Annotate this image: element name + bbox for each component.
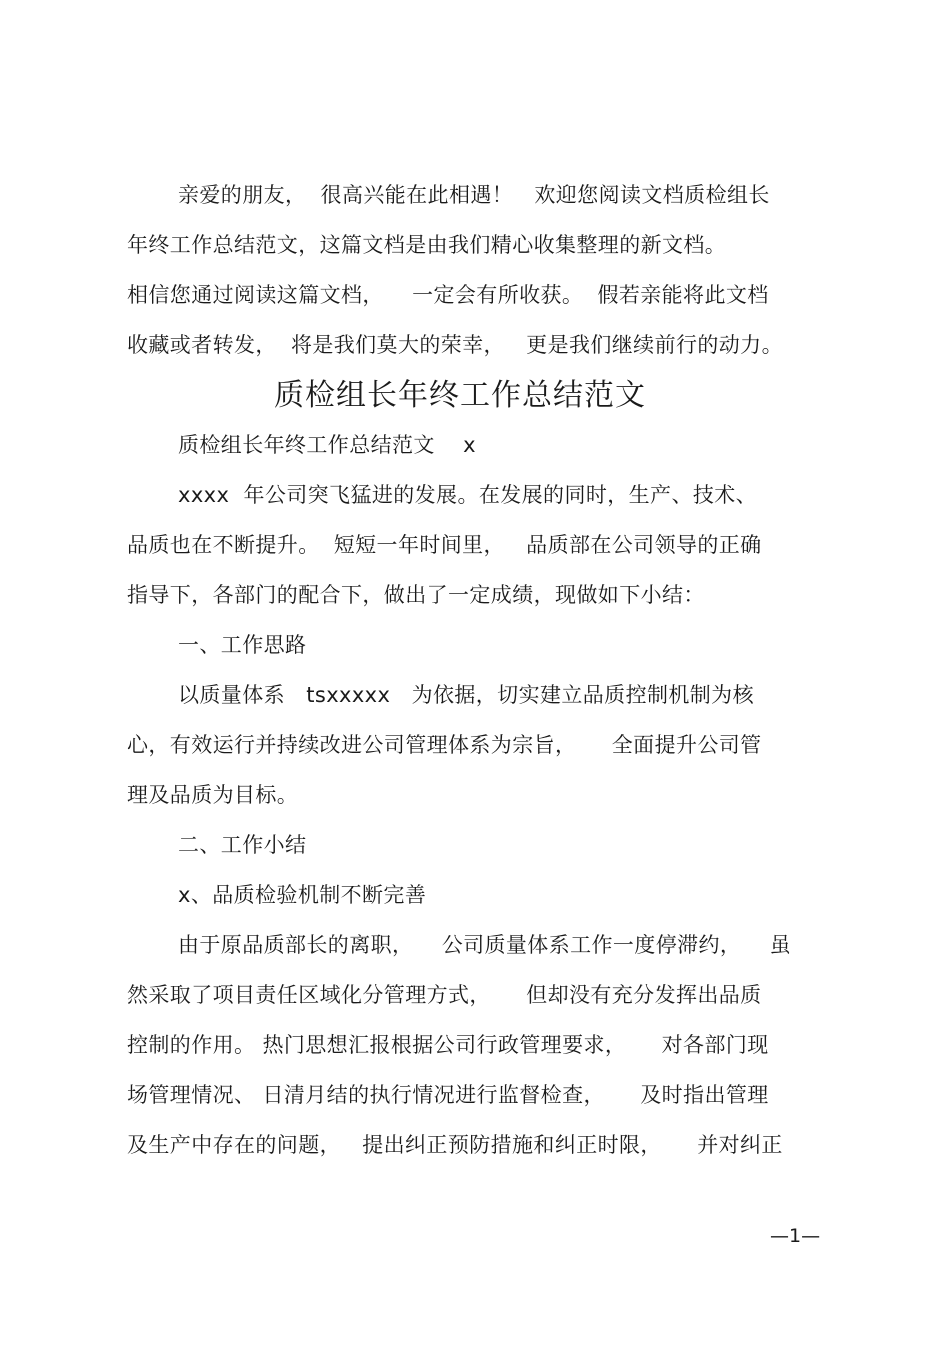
body-line-15: 及生产中存在的问题， 提出纠正预防措施和纠正时限， 并对纠正 bbox=[127, 1133, 783, 1157]
body-line-1: 质检组长年终工作总结范文 x bbox=[178, 433, 476, 457]
body-line-8: 理及品质为目标。 bbox=[127, 783, 299, 807]
section-heading-2: 二、工作小结 bbox=[178, 833, 307, 857]
body-line-2: xxxx 年公司突飞猛进的发展。在发展的同时，生产、技术、 bbox=[178, 483, 758, 507]
subsection-heading: x、品质检验机制不断完善 bbox=[178, 883, 427, 907]
intro-line-4: 收藏或者转发， 将是我们莫大的荣幸， 更是我们继续前行的动力。 bbox=[127, 333, 783, 357]
intro-line-2: 年终工作总结范文，这篇文档是由我们精心收集整理的新文档。 bbox=[127, 233, 727, 257]
body-line-13: 控制的作用。 热门思想汇报根据公司行政管理要求， 对各部门现 bbox=[127, 1033, 769, 1057]
body-line-12: 然采取了项目责任区域化分管理方式， 但却没有充分发挥出品质 bbox=[127, 983, 762, 1007]
page-number: —1— bbox=[770, 1225, 821, 1247]
body-line-4: 指导下，各部门的配合下，做出了一定成绩，现做如下小结： bbox=[127, 583, 705, 607]
body-line-3: 品质也在不断提升。 短短一年时间里， 品质部在公司领导的正确 bbox=[127, 533, 762, 557]
intro-line-1: 亲爱的朋友， 很高兴能在此相遇！ 欢迎您阅读文档质检组长 bbox=[178, 183, 770, 207]
body-line-7: 心，有效运行并持续改进公司管理体系为宗旨， 全面提升公司管 bbox=[127, 733, 762, 757]
section-heading-1: 一、工作思路 bbox=[178, 633, 307, 657]
document-title: 质检组长年终工作总结范文 bbox=[274, 378, 646, 413]
body-line-14: 场管理情况、 日清月结的执行情况进行监督检查， 及时指出管理 bbox=[127, 1083, 769, 1107]
body-line-6: 以质量体系 tsxxxxx 为依据，切实建立品质控制机制为核 bbox=[178, 683, 754, 707]
intro-line-3: 相信您通过阅读这篇文档， 一定会有所收获。 假若亲能将此文档 bbox=[127, 283, 769, 307]
body-line-11: 由于原品质部长的离职， 公司质量体系工作一度停滞约， 虽 bbox=[178, 933, 791, 957]
